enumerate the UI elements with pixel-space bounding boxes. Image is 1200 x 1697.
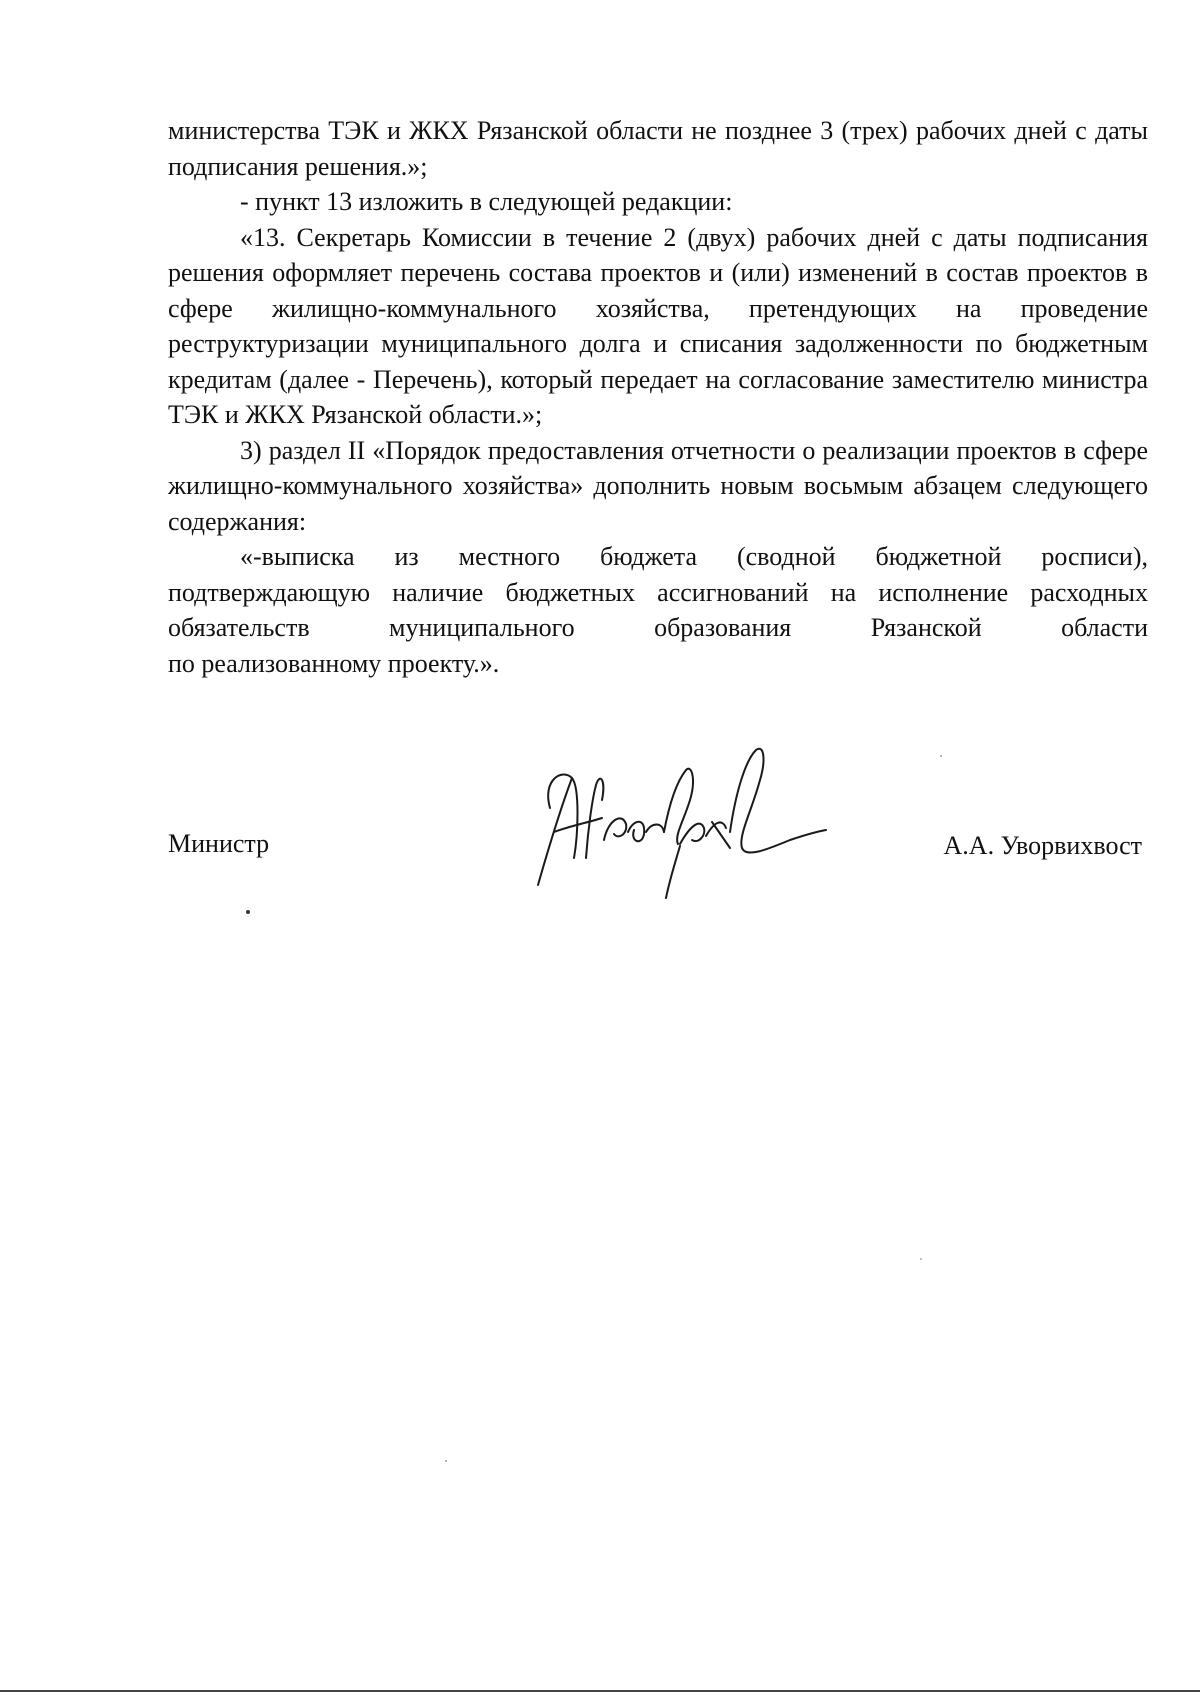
scan-speck xyxy=(246,910,250,914)
signatory-name: А.А. Уворвихвост xyxy=(943,831,1142,860)
paragraph-new-abzac: «-выписка из местного бюджета (сводной бюджетной росписи), подтверждающую наличие бюджетных ассигнований на исполнение расходных обязательств муниципального образования Рязанской области xyxy=(168,542,1148,642)
scan-speck xyxy=(940,755,942,757)
scan-bottom-edge xyxy=(0,1690,1200,1692)
paragraph-section-ii-amendment: 3) раздел II «Порядок предоставления отчетности о реализации проектов в сфере жилищно-коммунального хозяйства» дополнить новым восьмым абзацем следующего содержания: xyxy=(168,435,1148,536)
signatory-title: Министр xyxy=(168,829,270,858)
document-body xyxy=(168,113,1148,681)
paragraph-item-13-text: «13. Секретарь Комиссии в течение 2 (двух) рабочих дней с даты подписания решения оформляет перечень состава проектов и (или) изменений в состав проектов в сфере жилищно-коммунального хозяйства, претендующих на проведение реструктуризации муниципального долга и списания задолженности по бюджетным кредитам (далее - Перечень), который передает на согласование заместителю министра ТЭК и ЖКХ Рязанской области.»; xyxy=(168,222,1148,429)
paragraph-new-abzac-ending: по реализованному проекту.». xyxy=(168,648,500,678)
paragraph-item-13-intro: - пункт 13 изложить в следующей редакции: xyxy=(240,187,733,216)
scan-speck xyxy=(445,1460,447,1462)
paragraph-continuation: министерства ТЭК и ЖКХ Рязанской области не позднее 3 (трех) рабочих дней с даты подписания решения.»; xyxy=(168,116,1148,181)
handwritten-signature xyxy=(530,740,830,900)
scan-speck xyxy=(920,1258,922,1260)
